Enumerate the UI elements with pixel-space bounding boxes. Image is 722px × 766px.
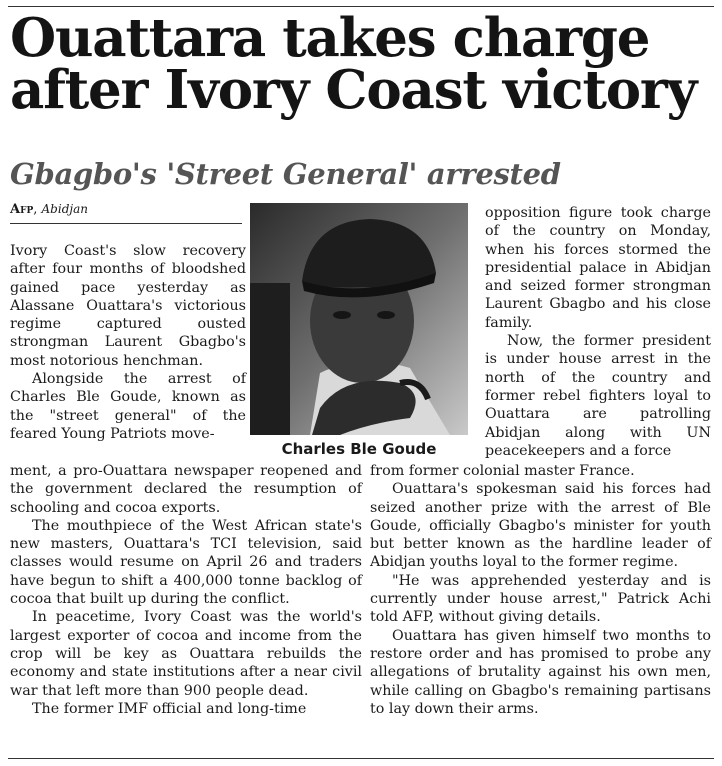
paragraph: The mouthpiece of the West African state's new masters, Ouattara's TCI television, said classes would resume on April 26 and traders have begun to shift a 400,000 tonne backlog of cocoa that built up during the conflict.	[10, 517, 362, 608]
paragraph: opposition figure took charge of the country on Monday, when his forces stormed the presidential palace in Abidjan and seized former strongman Laurent Gbagbo and his close family.	[485, 205, 711, 331]
paragraph: Ivory Coast's slow recovery after four months of bloodshed gained pace yesterday as Alassane Ouattara's victorious regime captured ousted strongman Laurent Gbagbo's most notorious henchman.	[10, 243, 246, 369]
paragraph: Alongside the arrest of Charles Ble Goude, known as the "street general" of the feared Young Patriots move-	[10, 371, 246, 442]
article-column-2-bottom	[370, 462, 711, 718]
paragraph: Ouattara has given himself two months to restore order and has promised to probe any allegations of brutality against his own men, while calling on Gbagbo's remaining partisans to lay down their arms.	[370, 627, 711, 717]
dateline-rule	[10, 223, 242, 224]
paragraph: "He was apprehended yesterday and is currently under house arrest," Patrick Achi told AFP, without giving details.	[370, 572, 711, 626]
headline: Ouattara takes charge after Ivory Coast victory	[10, 7, 697, 121]
paragraph: In peacetime, Ivory Coast was the world's largest exporter of cocoa and income from the crop will be key as Ouattara rebuilds the economy and state institutions after a near civil war that left more than 900 people dead.	[10, 609, 362, 699]
article-column-2-top	[485, 204, 711, 460]
dateline: Afp, Abidjan	[10, 202, 88, 217]
subheadline: Gbagbo's 'Street General' arrested	[10, 157, 561, 191]
photo-caption: Charles Ble Goude	[281, 440, 437, 458]
paragraph: The former IMF official and long-time	[32, 700, 307, 717]
paragraph: Now, the former president is under house arrest in the north of the country and former rebel fighters loyal to Ouattara are patrolling Abidjan along with UN peacekeepers and a force	[485, 333, 711, 459]
portrait-illustration	[250, 203, 468, 435]
paragraph: Ouattara's spokesman said his forces had seized another prize with the arrest of Ble Goude, officially Gbagbo's minister for youth but better known as the hardline leader of Abidjan youths loyal to the former regime.	[370, 481, 711, 571]
dateline-city: Abidjan	[41, 202, 88, 216]
paragraph: from former colonial master France.	[370, 463, 635, 479]
paragraph: ment, a pro-Ouattara newspaper reopened and the government declared the resumption of schooling and cocoa exports.	[10, 463, 362, 516]
article-column-1-bottom	[10, 462, 362, 718]
bottom-rule	[8, 758, 714, 759]
agency-credit: Afp	[10, 202, 34, 217]
news-photo	[250, 203, 468, 435]
article-column-1-top	[10, 242, 246, 443]
